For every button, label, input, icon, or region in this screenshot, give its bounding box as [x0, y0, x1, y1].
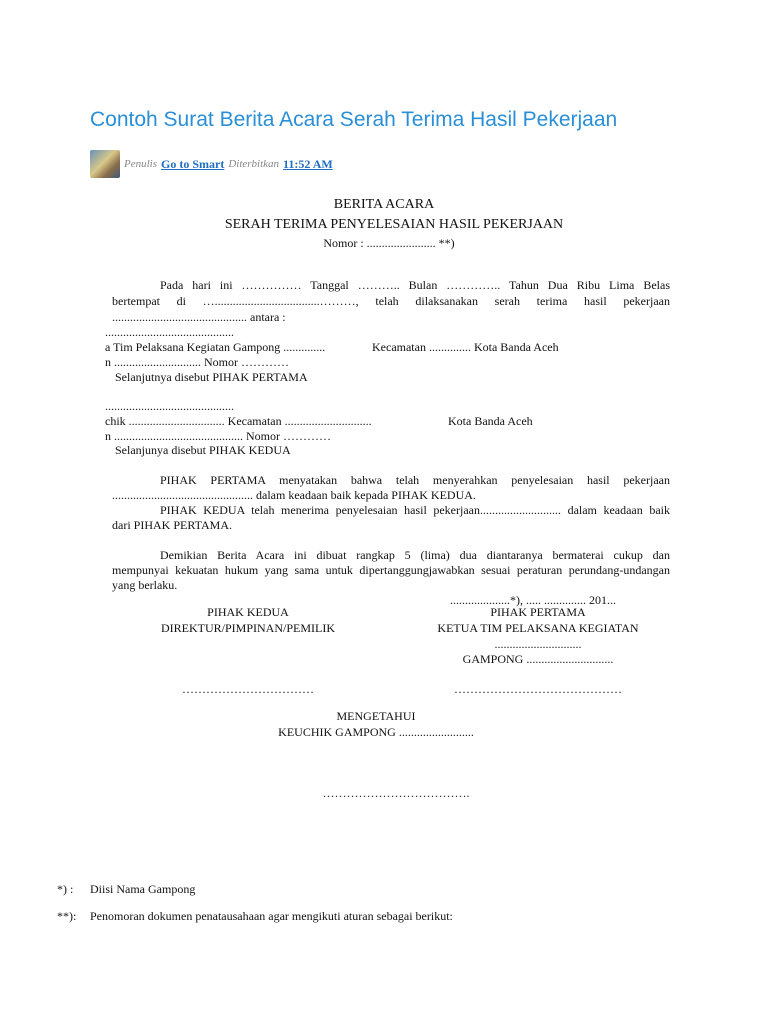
- author-link[interactable]: Go to Smart: [161, 156, 225, 171]
- footnote-1-text: Diisi Nama Gampong: [90, 882, 196, 896]
- penulis-label: Penulis: [124, 158, 157, 170]
- footnote-2-mark: **):: [57, 909, 77, 923]
- pihak-kedua-dots: ...........................................: [105, 399, 234, 413]
- mengetahui: MENGETAHUI: [336, 709, 416, 723]
- p2-line2: ............................................... dalam keadaan baik kepada PIHAK KEDUA.: [112, 488, 476, 502]
- publish-time-link[interactable]: 11:52 AM: [283, 156, 333, 171]
- p1-line3: ............................................. antara :: [112, 310, 286, 324]
- author-avatar[interactable]: [90, 150, 120, 178]
- pihak-pertama-location: Kecamatan .............. Kota Banda Aceh: [372, 340, 559, 354]
- left-sig-line: ……………………………: [182, 682, 314, 696]
- left-sig-title: PIHAK KEDUA: [207, 605, 289, 619]
- p3-line1: PIHAK KEDUA telah menerima penyelesaian hasil pekerjaan........................... dalam keadaan baik: [160, 503, 670, 517]
- p2-line1: PIHAK PERTAMA menyatakan bahwa telah menyerahkan penyelesaian hasil pekerjaan: [160, 473, 670, 487]
- p4-line2: mempunyai kekuatan hukum yang sama untuk dipertanggungjawabkan sesuai peraturan perundang-undangan: [112, 563, 670, 577]
- right-sig-title: PIHAK PERTAMA: [490, 605, 586, 619]
- pihak-pertama-dots: ...........................................: [105, 325, 234, 339]
- doc-heading-2: SERAH TERIMA PENYELESAIAN HASIL PEKERJAAN: [224, 217, 564, 232]
- article-title: Contoh Surat Berita Acara Serah Terima Hasil Pekerjaan: [90, 108, 618, 132]
- keuchik-line: KEUCHIK GAMPONG .........................: [278, 725, 474, 739]
- right-sig-dots: .............................: [494, 637, 582, 651]
- doc-nomor: Nomor : ....................... **): [323, 236, 455, 250]
- right-sig-line: ……………………………………: [454, 682, 622, 696]
- footnote-1-mark: *) :: [57, 882, 74, 896]
- p1-line1: Pada hari ini …………… Tanggal ……….. Bulan ………….. Tahun Dua Ribu Lima Belas: [160, 278, 670, 292]
- pihak-kedua-line1: chik ................................ Kecamatan .............................: [105, 414, 372, 428]
- p4-line3: yang berlaku.: [112, 578, 178, 592]
- right-sig-role: KETUA TIM PELAKSANA KEGIATAN: [437, 621, 639, 635]
- p3-line2: dari PIHAK PERTAMA.: [112, 518, 232, 532]
- pihak-pertama-line1: a Tim Pelaksana Kegiatan Gampong ..............: [105, 340, 326, 354]
- left-sig-role: DIREKTUR/PIMPINAN/PEMILIK: [161, 621, 335, 635]
- pihak-pertama-line2: n ............................. Nomor …………: [105, 355, 289, 369]
- pihak-pertama-ref: Selanjutnya disebut PIHAK PERTAMA: [115, 370, 308, 384]
- pihak-kedua-ref: Selanjunya disebut PIHAK KEDUA: [115, 443, 291, 457]
- doc-heading-1: BERITA ACARA: [333, 197, 435, 212]
- article-byline: [90, 150, 337, 178]
- diterbitkan-label: Diterbitkan: [228, 158, 280, 170]
- footnote-2-text: Penomoran dokumen penatausahaan agar mengikuti aturan sebagai berikut:: [90, 909, 453, 923]
- p4-line1: Demikian Berita Acara ini dibuat rangkap 5 (lima) dua diantaranya bermaterai cukup dan: [160, 548, 670, 562]
- pihak-kedua-line2: n ........................................... Nomor …………: [105, 429, 331, 443]
- date-line: ....................*), ..... .............. 201...: [450, 593, 616, 607]
- keuchik-sig-line: ……………………………….: [322, 786, 470, 800]
- right-sig-gampong: GAMPONG .............................: [462, 652, 614, 666]
- pihak-kedua-location: Kota Banda Aceh: [448, 414, 533, 428]
- p1-line2: bertempat di …...................................………, telah dilaksanakan serah terima hasil pekerjaan: [112, 294, 670, 308]
